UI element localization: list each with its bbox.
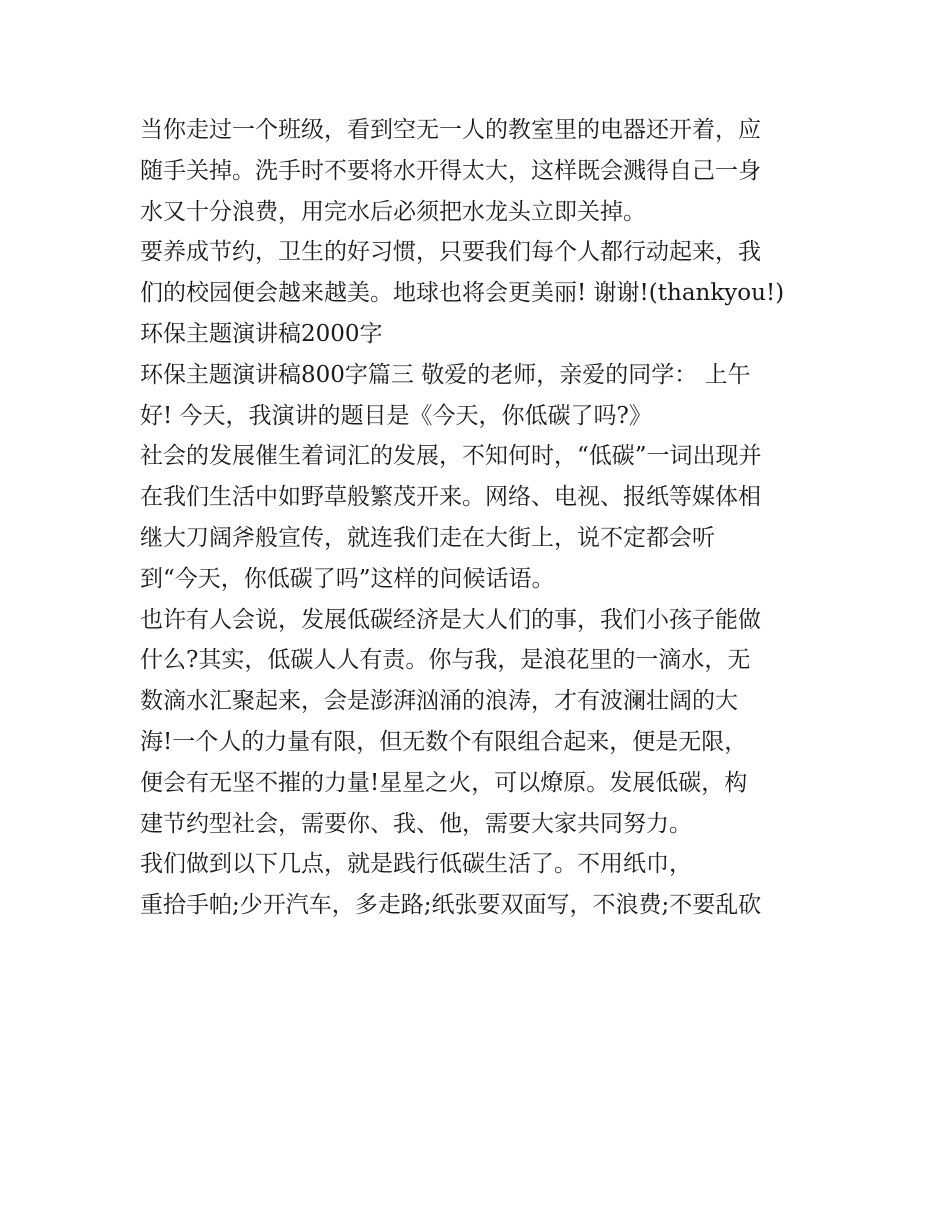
text-line: 什么?其实，低碳人人有责。你与我，是浪花里的一滴水，无 [140,647,751,674]
text-line: 环保主题演讲稿800字篇三 敬爱的老师，亲爱的同学： 上午 [140,361,751,388]
text-line: 好! 今天，我演讲的题目是《今天，你低碳了吗?》 [140,402,652,429]
text-line: 要养成节约，卫生的好习惯，只要我们每个人都行动起来，我 [140,239,761,266]
text-line: 环保主题演讲稿2000字 [140,320,383,347]
document-body [140,110,820,926]
text-line: 在我们生活中如野草般繁茂开来。网络、电视、报纸等媒体相 [140,484,761,511]
text-line: 也许有人会说，发展低碳经济是大人们的事，我们小孩子能做 [140,606,761,633]
text-line: 我们做到以下几点，就是践行低碳生活了。不用纸巾， [140,851,692,878]
text-line: 社会的发展催生着词汇的发展，不知何时，“低碳”一词出现并 [140,443,762,470]
text-line: 当你走过一个班级，看到空无一人的教室里的电器还开着，应 [140,117,761,143]
text-line: 到“今天，你低碳了吗”这样的问候话语。 [140,565,555,592]
text-line: 海!一个人的力量有限，但无数个有限组合起来，便是无限， [140,728,748,755]
text-line: 重拾手帕;少开汽车，多走路;纸张要双面写，不浪费;不要乱砍 [140,892,762,919]
text-line: 建节约型社会，需要你、我、他，需要大家共同努力。 [140,810,692,837]
text-line: 数滴水汇聚起来，会是澎湃汹涌的浪涛，才有波澜壮阔的大 [140,688,738,715]
text-line: 们的校园便会越来越美。地球也将会更美丽! 谢谢!(thankyou!) [140,280,785,307]
text-line: 继大刀阔斧般宣传，就连我们走在大街上，说不定都会听 [140,524,715,551]
text-line: 随手关掉。洗手时不要将水开得太大，这样既会溅得自己一身 [140,157,761,184]
text-line: 水又十分浪费，用完水后必须把水龙头立即关掉。 [140,198,646,225]
text-line: 便会有无坚不摧的力量!星星之火，可以燎原。发展低碳，构 [140,769,748,796]
